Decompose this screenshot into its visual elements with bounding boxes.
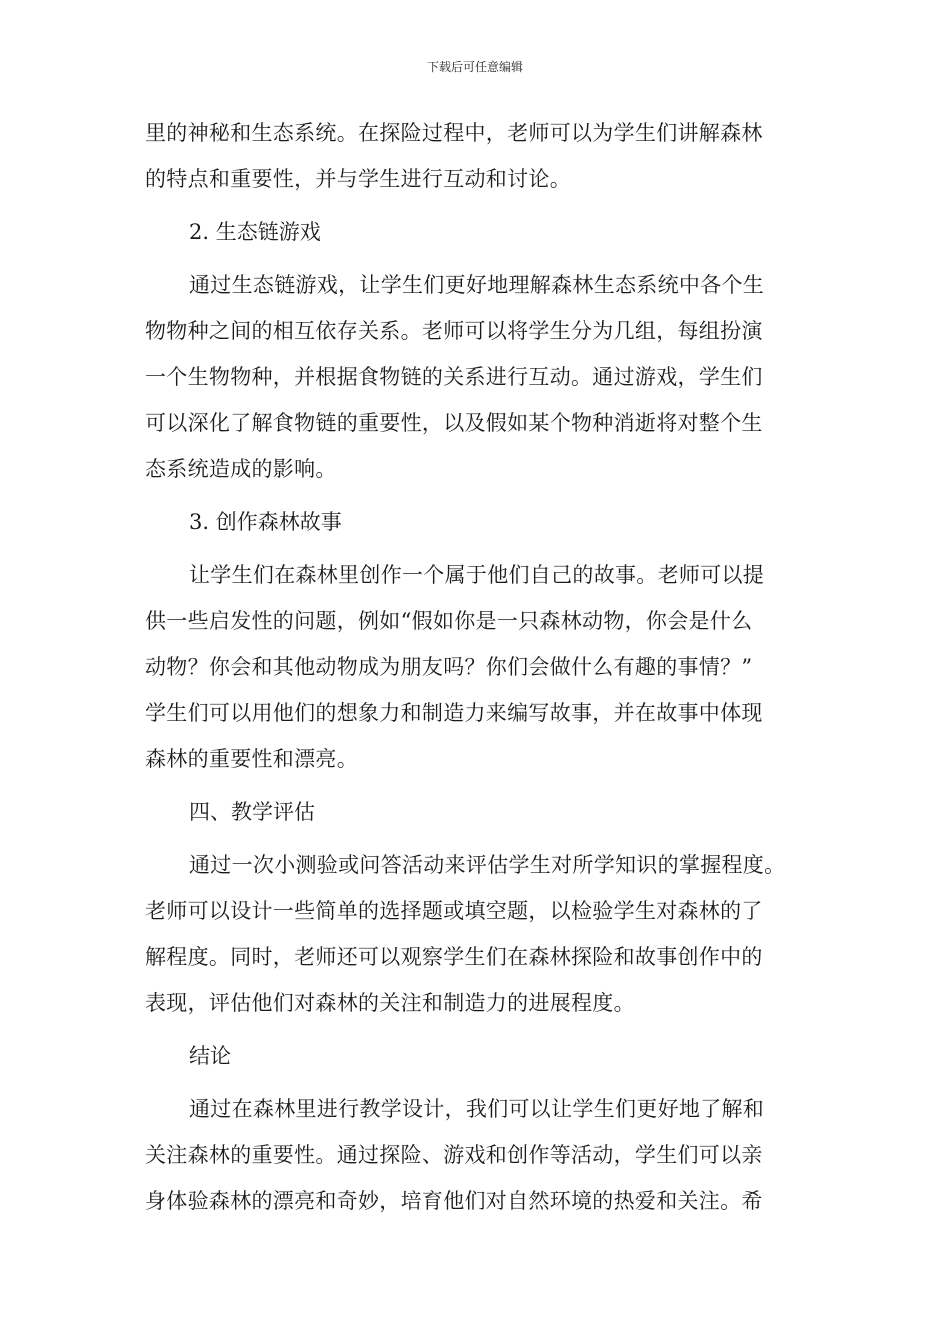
text-line: 表现，评估他们对森林的关注和制造力的进展程度。 bbox=[145, 991, 635, 1015]
document-body bbox=[145, 110, 805, 1231]
text-line: 关注森林的重要性。通过探险、游戏和创作等活动，学生们可以亲 bbox=[145, 1143, 763, 1167]
text-line: 里的神秘和生态系统。在探险过程中，老师可以为学生们讲解森林 bbox=[145, 121, 763, 145]
section-heading-evaluation: 四、教学评估 bbox=[189, 800, 315, 824]
text-line: 老师可以设计一些简单的选择题或填空题，以检验学生对森林的了 bbox=[145, 899, 763, 923]
text-line: 可以深化了解食物链的重要性，以及假如某个物种消逝将对整个生 bbox=[145, 411, 763, 435]
text-line: 通过一次小测验或问答活动来评估学生对所学知识的掌握程度。 bbox=[189, 853, 786, 877]
text-line: 一个生物物种，并根据食物链的关系进行互动。通过游戏，学生们 bbox=[145, 365, 763, 389]
paragraph-evaluation bbox=[145, 842, 805, 1026]
section-heading-conclusion: 结论 bbox=[189, 1044, 231, 1068]
section-heading-ecochain-game: 2. 生态链游戏 bbox=[189, 220, 321, 244]
text-line: 解程度。同时，老师还可以观察学生们在森林探险和故事创作中的 bbox=[145, 945, 763, 969]
paragraph-forest-story bbox=[145, 552, 805, 782]
page-header: 下载后可任意编辑 bbox=[426, 60, 523, 74]
text-line: 森林的重要性和漂亮。 bbox=[145, 747, 358, 771]
text-line: 通过在森林里进行教学设计，我们可以让学生们更好地了解和 bbox=[189, 1097, 765, 1121]
text-line: 的特点和重要性，并与学生进行互动和讨论。 bbox=[145, 167, 571, 191]
text-line: 动物？你会和其他动物成为朋友吗？你们会做什么有趣的事情？” bbox=[145, 655, 753, 679]
text-line: 通过生态链游戏，让学生们更好地理解森林生态系统中各个生 bbox=[189, 273, 765, 297]
text-line: 态系统造成的影响。 bbox=[145, 457, 337, 481]
text-line: 学生们可以用他们的想象力和制造力来编写故事，并在故事中体现 bbox=[145, 701, 763, 725]
paragraph-ecochain-game bbox=[145, 262, 805, 492]
paragraph-conclusion bbox=[145, 1086, 805, 1224]
text-line: 供一些启发性的问题，例如“假如你是一只森林动物，你会是什么 bbox=[145, 609, 753, 633]
text-line: 让学生们在森林里创作一个属于他们自己的故事。老师可以提 bbox=[189, 563, 765, 587]
section-heading-forest-story: 3. 创作森林故事 bbox=[189, 510, 342, 534]
paragraph-intro-continued bbox=[145, 110, 805, 202]
text-line: 物物种之间的相互依存关系。老师可以将学生分为几组，每组扮演 bbox=[145, 319, 763, 343]
text-line: 身体验森林的漂亮和奇妙，培育他们对自然环境的热爱和关注。希 bbox=[145, 1189, 763, 1213]
